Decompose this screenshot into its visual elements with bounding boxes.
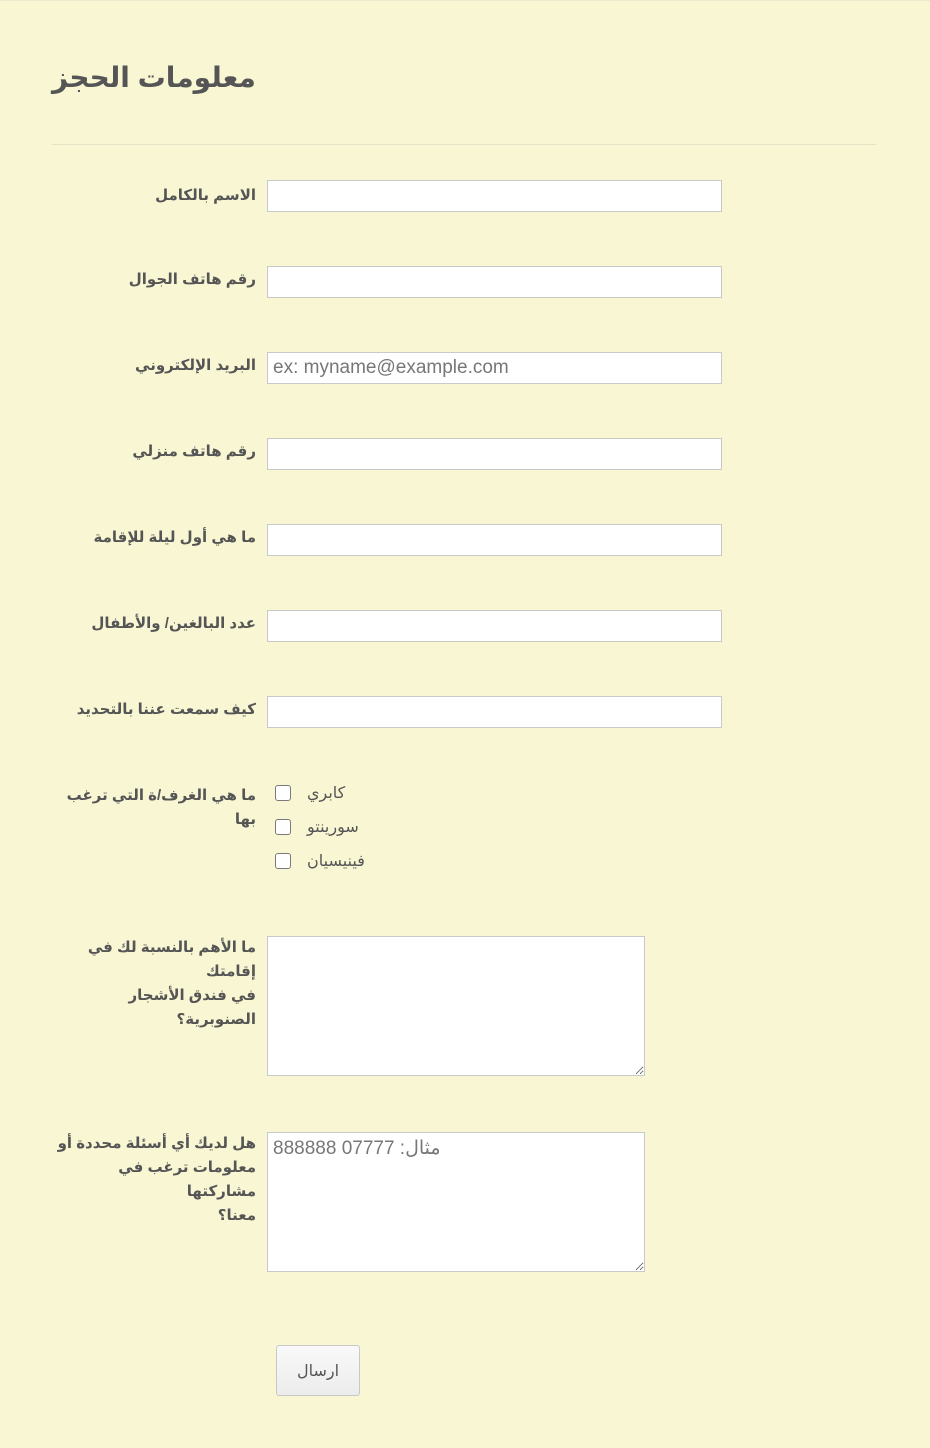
rooms-label: ما هي الغرف/ة التي ترغب بها <box>66 787 256 828</box>
importance-label <box>56 936 256 1032</box>
room-option-capri[interactable] <box>275 782 345 804</box>
checkbox-capri[interactable] <box>275 785 291 801</box>
room-option-label: فينيسيان <box>307 853 365 870</box>
questions-textarea[interactable] <box>267 1132 645 1272</box>
guests-input[interactable] <box>267 610 722 642</box>
room-option-venetian[interactable] <box>275 850 365 872</box>
header-divider <box>52 144 876 145</box>
room-option-label: سورينتو <box>307 819 359 836</box>
full-name-input[interactable] <box>267 180 722 212</box>
first-night-input[interactable] <box>267 524 722 556</box>
guests-label: عدد البالغين/ والأطفال <box>91 615 256 632</box>
home-phone-input[interactable] <box>267 438 722 470</box>
first-night-label: ما هي أول ليلة للإقامة <box>93 529 256 546</box>
form-title: معلومات الحجز <box>52 62 256 93</box>
referral-label: كيف سمعت عننا بالتحديد <box>76 701 256 718</box>
email-label: البريد الإلكتروني <box>135 357 256 374</box>
questions-label-line1: هل لديك أي أسئلة محددة أو <box>57 1135 256 1152</box>
room-option-label: كابري <box>307 785 346 802</box>
questions-label-line3: معنا؟ <box>217 1207 256 1224</box>
checkbox-venetian[interactable] <box>275 853 291 869</box>
importance-textarea[interactable] <box>267 936 645 1076</box>
mobile-phone-label: رقم هاتف الجوال <box>128 271 256 288</box>
email-input[interactable] <box>267 352 722 384</box>
full-name-label: الاسم بالكامل <box>155 187 256 204</box>
home-phone-label: رقم هاتف منزلي <box>132 443 256 460</box>
room-option-sorrento[interactable] <box>275 816 359 838</box>
mobile-phone-input[interactable] <box>267 266 722 298</box>
questions-label <box>56 1132 256 1228</box>
checkbox-sorrento[interactable] <box>275 819 291 835</box>
importance-label-line1: ما الأهم بالنسبة لك في إقامتك <box>87 939 256 980</box>
form-header <box>52 58 876 98</box>
top-border <box>0 0 930 1</box>
submit-button[interactable]: ارسال <box>276 1345 360 1396</box>
referral-input[interactable] <box>267 696 722 728</box>
importance-label-line2: في فندق الأشجار الصنوبرية؟ <box>128 987 256 1028</box>
questions-label-line2: معلومات ترغب في مشاركتها <box>118 1159 256 1200</box>
